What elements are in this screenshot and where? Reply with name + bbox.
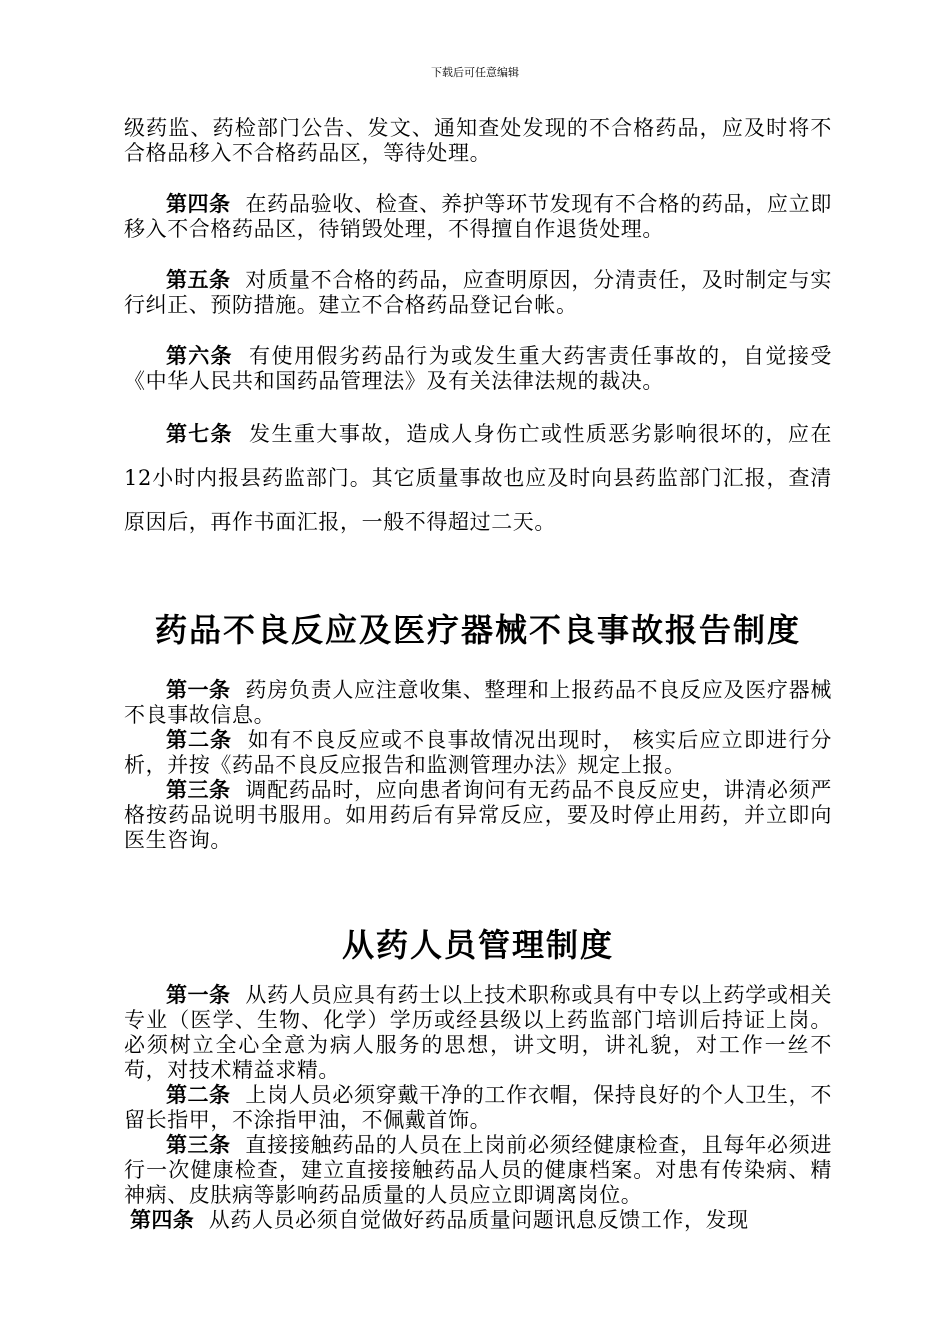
- article-label: 第五条: [166, 268, 231, 292]
- staff-management-section: [124, 983, 832, 1233]
- article-1: [124, 983, 832, 1083]
- article-label: 第一条: [166, 983, 231, 1007]
- article-text: 上岗人员必须穿戴干净的工作衣帽，保持良好的个人卫生，不留长指甲，不涂指甲油，不佩戴首饰。: [124, 1083, 832, 1132]
- article-4: [88, 1208, 832, 1233]
- article-label: 第二条: [166, 728, 232, 752]
- article-5: [124, 268, 832, 318]
- article-text: 在药品验收、检查、养护等环节发现有不合格的药品，应立即移入不合格药品区，待销毁处理，不得擅自作退货处理。: [124, 192, 832, 241]
- section-title-staff-management: 从药人员管理制度: [341, 926, 614, 964]
- article-4: [124, 192, 832, 242]
- article-label: 第三条: [166, 1133, 231, 1157]
- article-3: [124, 778, 832, 853]
- document-body: [124, 116, 832, 1233]
- article-6: [124, 344, 832, 394]
- article-text: 对质量不合格的药品，应查明原因，分清责任，及时制定与实行纠正、预防措施。建立不合格药品登记台帐。: [124, 268, 832, 317]
- page-header-note: 下载后可任意编辑: [431, 66, 519, 79]
- article-1: [124, 678, 832, 728]
- article-label: 第二条: [166, 1083, 231, 1107]
- article-text: 发生重大事故，造成人身伤亡或性质恶劣影响很坏的，应在12小时内报县药监部门。其它质量事故也应及时向县药监部门汇报，查清原因后，再作书面汇报，一般不得超过二天。: [124, 422, 832, 534]
- article-7: [124, 412, 832, 544]
- section-title-adverse-reaction: 药品不良反应及医疗器械不良事故报告制度: [154, 611, 801, 649]
- article-text: 从药人员必须自觉做好药品质量问题讯息反馈工作，发现: [208, 1208, 749, 1232]
- article-label: 第一条: [166, 678, 231, 702]
- article-2: [124, 1083, 832, 1133]
- article-text: 如有不良反应或不良事故情况出现时， 核实后应立即进行分析，并按《药品不良反应报告和监测管理办法》规定上报。: [124, 728, 833, 777]
- article-label: 第三条: [166, 778, 231, 802]
- article-3: [124, 1133, 832, 1208]
- article-label: 第七条: [166, 422, 233, 446]
- article-label: 第四条: [130, 1208, 195, 1232]
- article-text: 有使用假劣药品行为或发生重大药害责任事故的，自觉接受《中华人民共和国药品管理法》及有关法律法规的裁决。: [124, 344, 832, 393]
- unqualified-drugs-section: [124, 116, 832, 544]
- article-label: 第六条: [166, 344, 233, 368]
- continued-paragraph: 级药监、药检部门公告、发文、通知查处发现的不合格药品，应及时将不合格品移入不合格药品区，等待处理。: [124, 116, 832, 165]
- article-text: 调配药品时，应向患者询问有无药品不良反应史，讲清必须严格按药品说明书服用。如用药后有异常反应，要及时停止用药，并立即向医生咨询。: [124, 778, 832, 852]
- article-text: 药房负责人应注意收集、整理和上报药品不良反应及医疗器械不良事故信息。: [124, 678, 832, 727]
- article-2: [124, 728, 832, 778]
- article-text: 直接接触药品的人员在上岗前必须经健康检查，且每年必须进行一次健康检查，建立直接接触药品人员的健康档案。对患有传染病、精神病、皮肤病等影响药品质量的人员应立即调离岗位。: [124, 1133, 832, 1207]
- adverse-reaction-section: [124, 678, 832, 853]
- article-text: 从药人员应具有药士以上技术职称或具有中专以上药学或相关专业（医学、生物、化学）学历或经县级以上药监部门培训后持证上岗。必须树立全心全意为病人服务的思想，讲文明，讲礼貌，对工作一丝不苟，对技术精益求精。: [124, 983, 832, 1082]
- article-label: 第四条: [166, 192, 231, 216]
